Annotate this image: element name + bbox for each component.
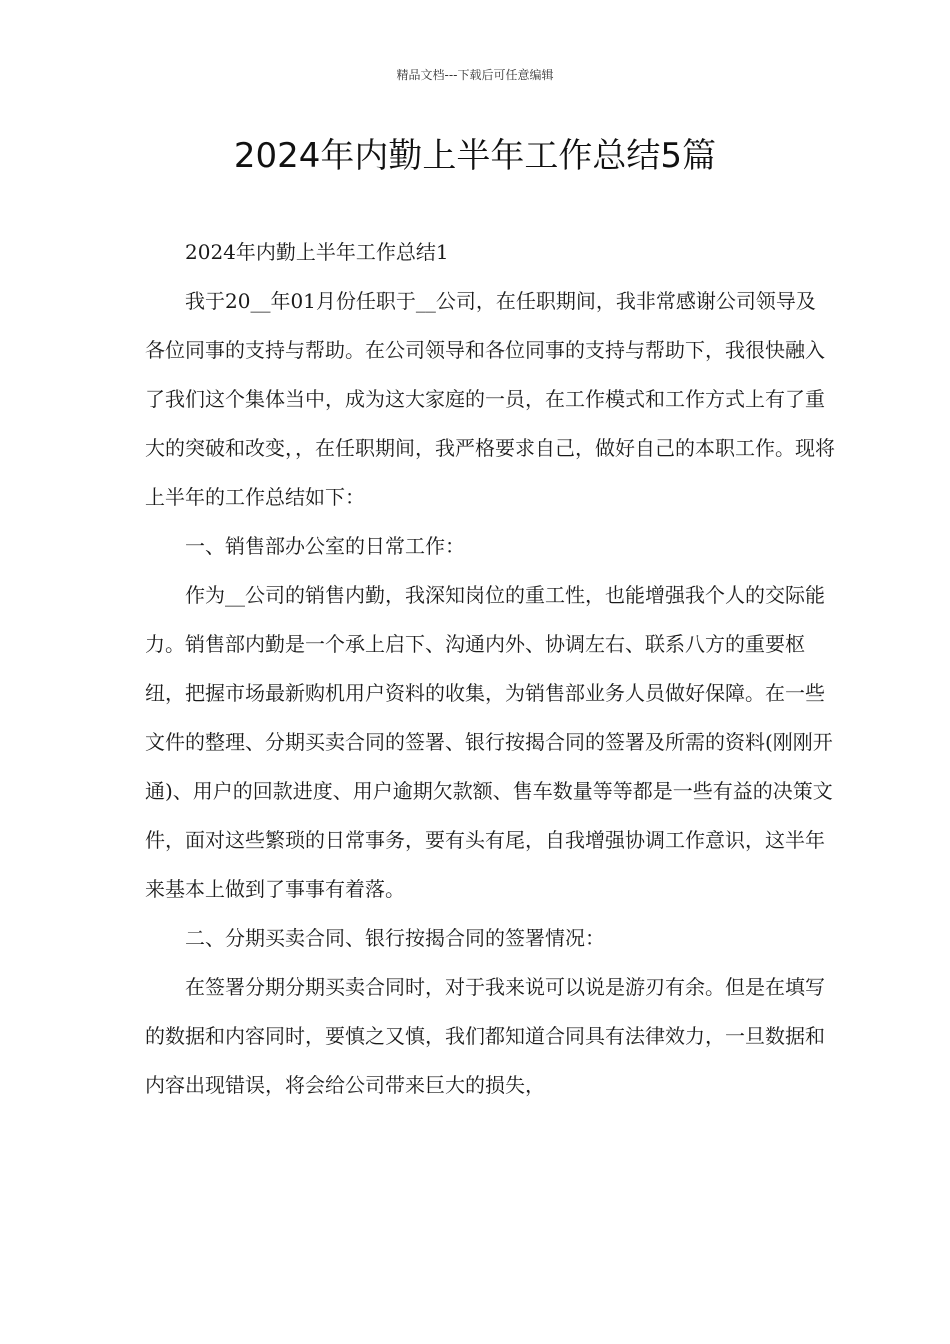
paragraph-contract-signing: 在签署分期分期买卖合同时，对于我来说可以说是游刃有余。但是在填写的数据和内容同时，要慎之又慎，我们都知道合同具有法律效力，一旦数据和内容出现错误，将会给公司带来巨大的损失， bbox=[145, 975, 825, 1097]
heading-contract-signing: 二、分期买卖合同、银行按揭合同的签署情况： bbox=[185, 926, 605, 950]
paragraph-daily-work: 作为__公司的销售内勤，我深知岗位的重工性，也能增强我个人的交际能力。销售部内勤是一个承上启下、沟通内外、协调左右、联系八方的重要枢纽，把握市场最新购机用户资料的收集，为销售部业务人员做好保障。在一些文件的整理、分期买卖合同的签署、银行按揭合同的签署及所需的资料(刚刚开通)、用户的回款进度、用户逾期欠款额、售车数量等等都是一些有益的决策文件，面对这些繁琐的日常事务，要有头有尾，自我增强协调工作意识，这半年来基本上做到了事事有着落。 bbox=[145, 583, 833, 901]
page-header-note: 精品文档---下载后可任意编辑 bbox=[396, 68, 554, 82]
document-body bbox=[145, 228, 835, 1110]
paragraph-intro: 我于20__年01月份任职于__公司，在任职期间，我非常感谢公司领导及各位同事的支持与帮助。在公司领导和各位同事的支持与帮助下，我很快融入了我们这个集体当中，成为这大家庭的一员，在工作模式和工作方式上有了重大的突破和改变，，在任职期间，我严格要求自己，做好自己的本职工作。现将上半年的工作总结如下： bbox=[145, 289, 835, 509]
section-title: 2024年内勤上半年工作总结1 bbox=[185, 240, 449, 264]
heading-daily-work: 一、销售部办公室的日常工作： bbox=[185, 534, 465, 558]
document-title: 2024年内勤上半年工作总结5篇 bbox=[233, 136, 717, 176]
